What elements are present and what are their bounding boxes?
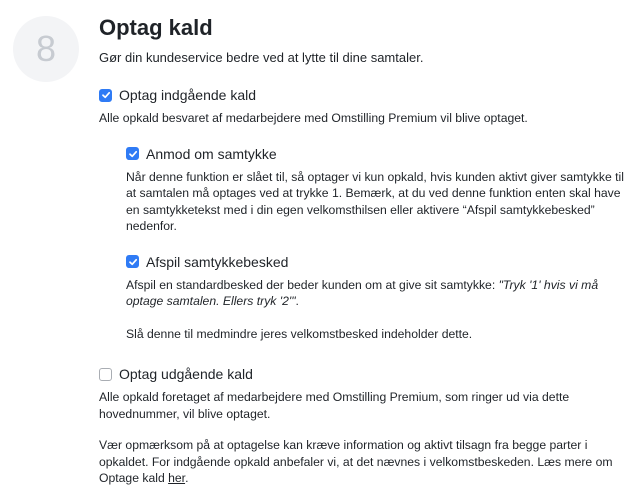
record-calls-section [99, 14, 624, 487]
play-consent-checkbox[interactable] [126, 255, 139, 268]
checkmark-icon [128, 149, 138, 159]
record-incoming-label[interactable]: Optag indgående kald [119, 87, 256, 103]
play-consent-description-intro: Afspil en standardbesked der beder kunden om at give sit samtykke: [126, 277, 499, 292]
request-consent-label[interactable]: Anmod om samtykke [146, 145, 277, 162]
page-title: Optag kald [99, 15, 213, 40]
step-number-badge [13, 16, 79, 82]
read-more-link[interactable]: her [168, 471, 186, 485]
recording-notice-end: . [185, 471, 189, 485]
recording-notice [99, 437, 624, 487]
play-consent-label[interactable]: Afspil samtykkebesked [146, 253, 289, 270]
record-outgoing-checkbox[interactable] [99, 368, 112, 381]
record-outgoing-label[interactable]: Optag udgående kald [119, 366, 253, 382]
request-consent-checkbox[interactable] [126, 147, 139, 160]
incoming-suboptions [126, 145, 624, 343]
play-consent-description-end: . [295, 294, 299, 308]
record-incoming-option[interactable] [99, 86, 624, 104]
consent-message-quote: "Tryk '1' hvis vi må optage samtalen. Ellers tryk '2'" [126, 277, 599, 308]
record-incoming-description: Alle opkald besvaret af medarbejdere med Omstilling Premium vil blive optaget. [99, 111, 528, 125]
step-number: 8 [35, 28, 57, 69]
play-consent-description [126, 277, 624, 310]
request-consent-description: Når denne funktion er slået til, så optager vi kun opkald, hvis kunden aktivt giver samtykke til at samtalen må optages ved at trykke 1. Bemærk, at du ved denne funktion enten skal have en samtykketekst med i din egen velkomsthilsen eller aktivere “Afspil samtykkebesked” nedenfor. [126, 169, 624, 233]
play-consent-option[interactable] [126, 253, 624, 271]
request-consent-option[interactable] [126, 145, 624, 163]
recording-notice-text: Vær opmærksom på at optagelse kan kræve information og aktivt tilsagn fra begge parter i opkaldet. For indgående opkald anbefaler vi, at det nævnes i velkomstbeskeden. Læs mere om Optage kald [99, 438, 613, 485]
play-consent-note: Slå denne til medmindre jeres velkomstbesked indeholder dette. [126, 326, 473, 341]
record-outgoing-option[interactable] [99, 365, 624, 383]
checkmark-icon [128, 257, 138, 267]
record-outgoing-description: Alle opkald foretaget af medarbejdere med Omstilling Premium, som ringer ud via dette hovednummer, vil blive optaget. [99, 390, 570, 421]
checkmark-icon [101, 90, 111, 100]
record-incoming-checkbox[interactable] [99, 89, 112, 102]
page-subtitle: Gør din kundeservice bedre ved at lytte til dine samtaler. [99, 50, 424, 65]
